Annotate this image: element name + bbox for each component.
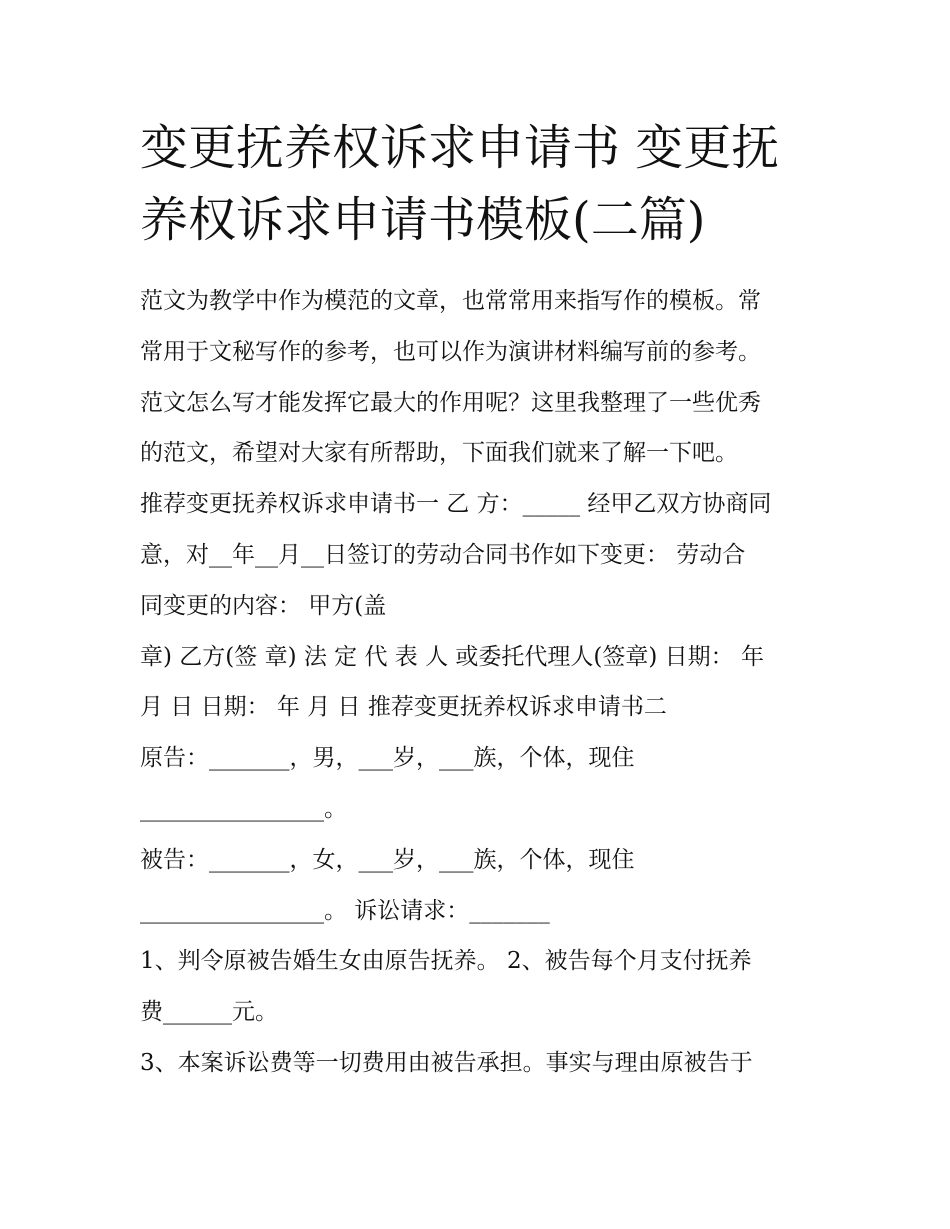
title-line: 变更抚养权诉求申请书 变更抚 — [140, 120, 780, 176]
body-line: 费______元。 — [140, 999, 278, 1026]
body-line: 范文怎么写才能发挥它最大的作用呢？这里我整理了一些优秀 — [140, 389, 761, 416]
body-line: 被告：_______，女，___岁，___族，个体，现住 — [140, 846, 635, 873]
body-line: 章) 乙方(签 章) 法 定 代 表 人 或委托代理人(签章) 日期： 年 — [140, 643, 764, 670]
body-line: 1、判令原被告婚生女由原告抚养。 2、被告每个月支付抚养 — [140, 948, 752, 975]
body-line: 意，对__年__月__日签订的劳动合同书作如下变更： 劳动合 — [140, 541, 746, 568]
body-line: 常用于文秘写作的参考，也可以作为演讲材料编写前的参考。 — [140, 338, 761, 365]
document-body — [140, 276, 830, 1089]
body-line: 的范文，希望对大家有所帮助，下面我们就来了解一下吧。 — [140, 440, 738, 467]
body-line: ________________。 诉讼请求：_______ — [140, 897, 550, 924]
body-line: ________________。 — [140, 795, 347, 822]
title-line: 养权诉求申请书模板(二篇) — [140, 192, 706, 248]
body-line: 3、本案诉讼费等一切费用由被告承担。事实与理由原被告于 — [140, 1049, 753, 1076]
body-line: 范文为教学中作为模范的文章，也常常用来指写作的模板。常 — [140, 288, 761, 314]
document-title — [140, 112, 830, 256]
body-line: 推荐变更抚养权诉求申请书一 乙 方：_____ 经甲乙双方协商同 — [140, 491, 772, 518]
body-line: 同变更的内容： 甲方(盖 — [140, 592, 387, 619]
body-line: 原告：_______，男，___岁，___族，个体，现住 — [140, 745, 635, 772]
body-line: 月 日 日期： 年 月 日 推荐变更抚养权诉求申请书二 — [140, 694, 667, 721]
